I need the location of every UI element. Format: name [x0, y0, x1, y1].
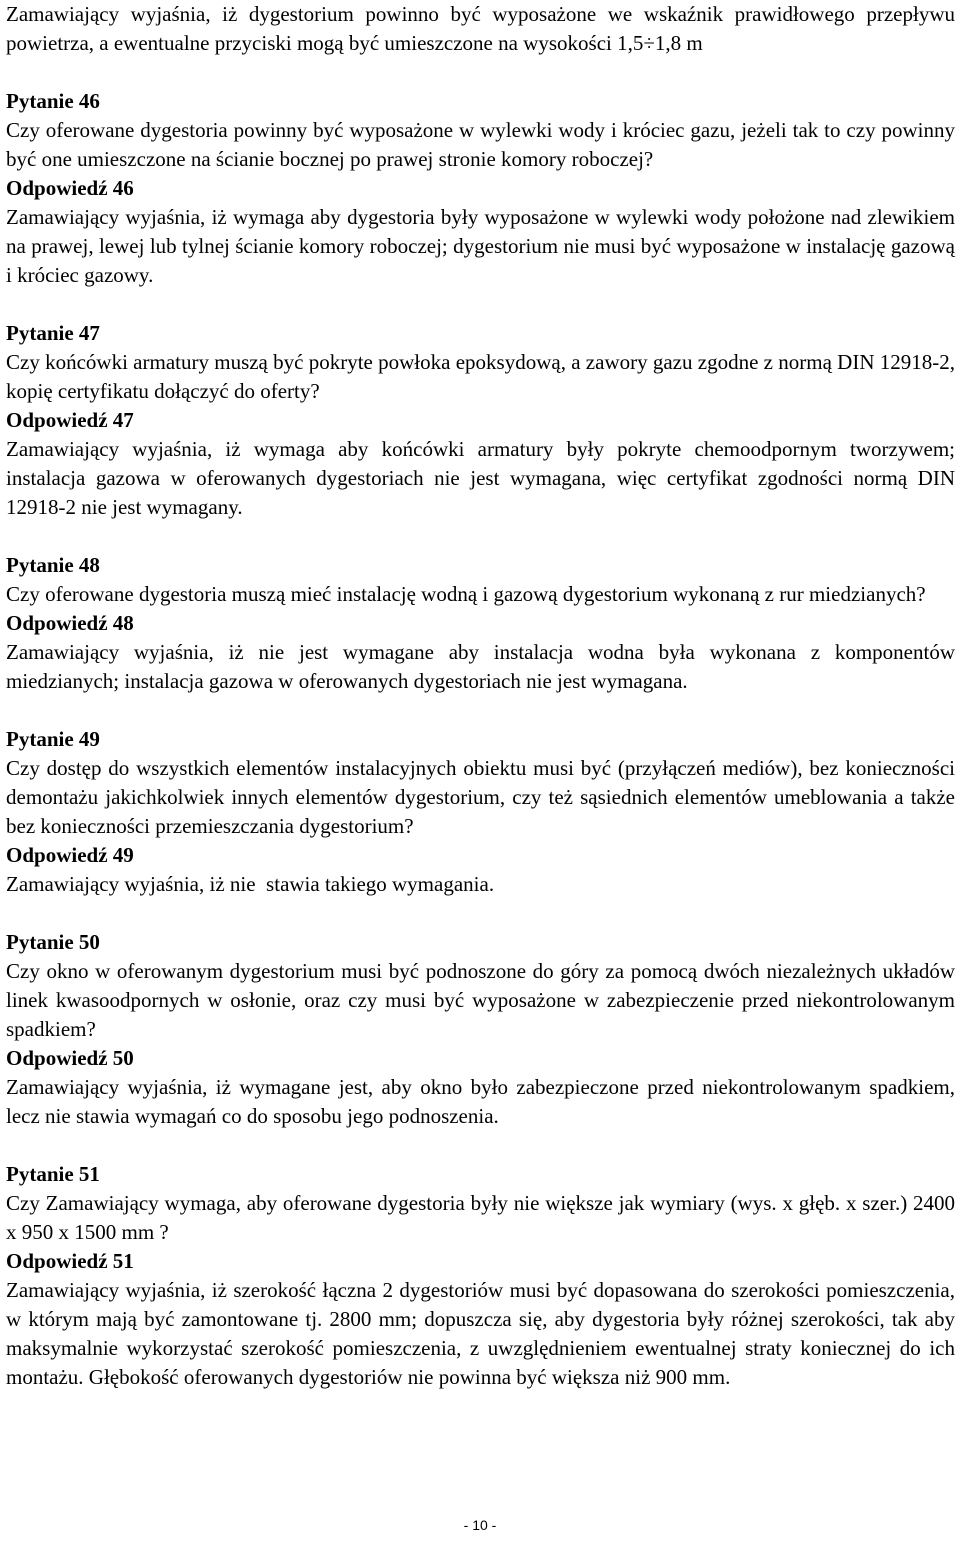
- question-title: Pytanie 49: [6, 727, 100, 751]
- question-title: Pytanie 47: [6, 321, 100, 345]
- question-text: Czy dostęp do wszystkich elementów instalacyjnych obiektu musi być (przyłączeń mediów), bez konieczności demontażu jakichkolwiek innych elementów dygestorium, czy też sąsiednich elementów umeblowania a także bez konieczności przemieszczania dygestorium?: [6, 756, 955, 838]
- page-number: - 10 -: [463, 1517, 497, 1533]
- document-page: [6, 0, 955, 1392]
- answer-text: Zamawiający wyjaśnia, iż szerokość łączna 2 dygestoriów musi być dopasowana do szerokości pomieszczenia, w którym mają być zamontowane tj. 2800 mm; dopuszcza się, aby dygestoria były różnej szerokości, tak aby maksymalnie wykorzystać szerokość pomieszczenia, z uwzględnieniem ewentualnej straty koniecznej do ich montażu. Głębokość oferowanych dygestoriów nie powinna być większa niż 900 mm.: [6, 1278, 955, 1389]
- spacer: [6, 290, 955, 319]
- spacer: [6, 1131, 955, 1160]
- intro-paragraph: Zamawiający wyjaśnia, iż dygestorium powinno być wyposażone we wskaźnik prawidłowego przepływu powietrza, a ewentualne przyciski mogą być umieszczone na wysokości 1,5÷1,8 m: [6, 2, 955, 55]
- question-title: Pytanie 51: [6, 1162, 100, 1186]
- answer-text: Zamawiający wyjaśnia, iż nie stawia takiego wymagania.: [6, 872, 495, 896]
- answer-title: Odpowiedź 46: [6, 176, 134, 200]
- answer-text: Zamawiający wyjaśnia, iż wymaga aby końcówki armatury były pokryte chemoodpornym tworzywem; instalacja gazowa w oferowanych dygestoriach nie jest wymagana, więc certyfikat zgodności normą DIN 12918-2 nie jest wymagany.: [6, 437, 955, 519]
- answer-title: Odpowiedź 48: [6, 611, 134, 635]
- answer-text: Zamawiający wyjaśnia, iż nie jest wymagane aby instalacja wodna była wykonana z komponentów miedzianych; instalacja gazowa w oferowanych dygestoriach nie jest wymagana.: [6, 640, 955, 693]
- qa-block-46: [6, 87, 955, 290]
- qa-block-48: [6, 551, 955, 696]
- question-title: Pytanie 50: [6, 930, 100, 954]
- spacer: [6, 899, 955, 928]
- answer-text: Zamawiający wyjaśnia, iż wymaga aby dygestoria były wyposażone w wylewki wody położone nad zlewikiem na prawej, lewej lub tylnej ścianie komory roboczej; dygestorium nie musi być wyposażone w instalację gazową i króciec gazowy.: [6, 205, 955, 287]
- answer-title: Odpowiedź 47: [6, 408, 134, 432]
- spacer: [6, 696, 955, 725]
- qa-block-51: [6, 1160, 955, 1392]
- spacer: [6, 58, 955, 87]
- question-text: Czy okno w oferowanym dygestorium musi być podnoszone do góry za pomocą dwóch niezależnych układów linek kwasoodpornych w osłonie, oraz czy musi być wyposażone w zabezpieczenie przed niekontrolowanym spadkiem?: [6, 959, 955, 1041]
- answer-text: Zamawiający wyjaśnia, iż wymagane jest, aby okno było zabezpieczone przed niekontrolowanym spadkiem, lecz nie stawia wymagań co do sposobu jego podnoszenia.: [6, 1075, 955, 1128]
- question-title: Pytanie 48: [6, 553, 100, 577]
- spacer: [6, 522, 955, 551]
- answer-title: Odpowiedź 50: [6, 1046, 134, 1070]
- question-text: Czy oferowane dygestoria powinny być wyposażone w wylewki wody i króciec gazu, jeżeli tak to czy powinny być one umieszczone na ścianie bocznej po prawej stronie komory roboczej?: [6, 118, 955, 171]
- answer-title: Odpowiedź 51: [6, 1249, 134, 1273]
- question-text: Czy oferowane dygestoria muszą mieć instalację wodną i gazową dygestorium wykonaną z rur miedzianych?: [6, 582, 926, 606]
- qa-block-47: [6, 319, 955, 522]
- qa-block-50: [6, 928, 955, 1131]
- qa-block-49: [6, 725, 955, 899]
- question-text: Czy końcówki armatury muszą być pokryte powłoka epoksydową, a zawory gazu zgodne z normą DIN 12918-2, kopię certyfikatu dołączyć do oferty?: [6, 350, 955, 403]
- question-title: Pytanie 46: [6, 89, 100, 113]
- question-text: Czy Zamawiający wymaga, aby oferowane dygestoria były nie większe jak wymiary (wys. x głęb. x szer.) 2400 x 950 x 1500 mm ?: [6, 1191, 955, 1244]
- answer-title: Odpowiedź 49: [6, 843, 134, 867]
